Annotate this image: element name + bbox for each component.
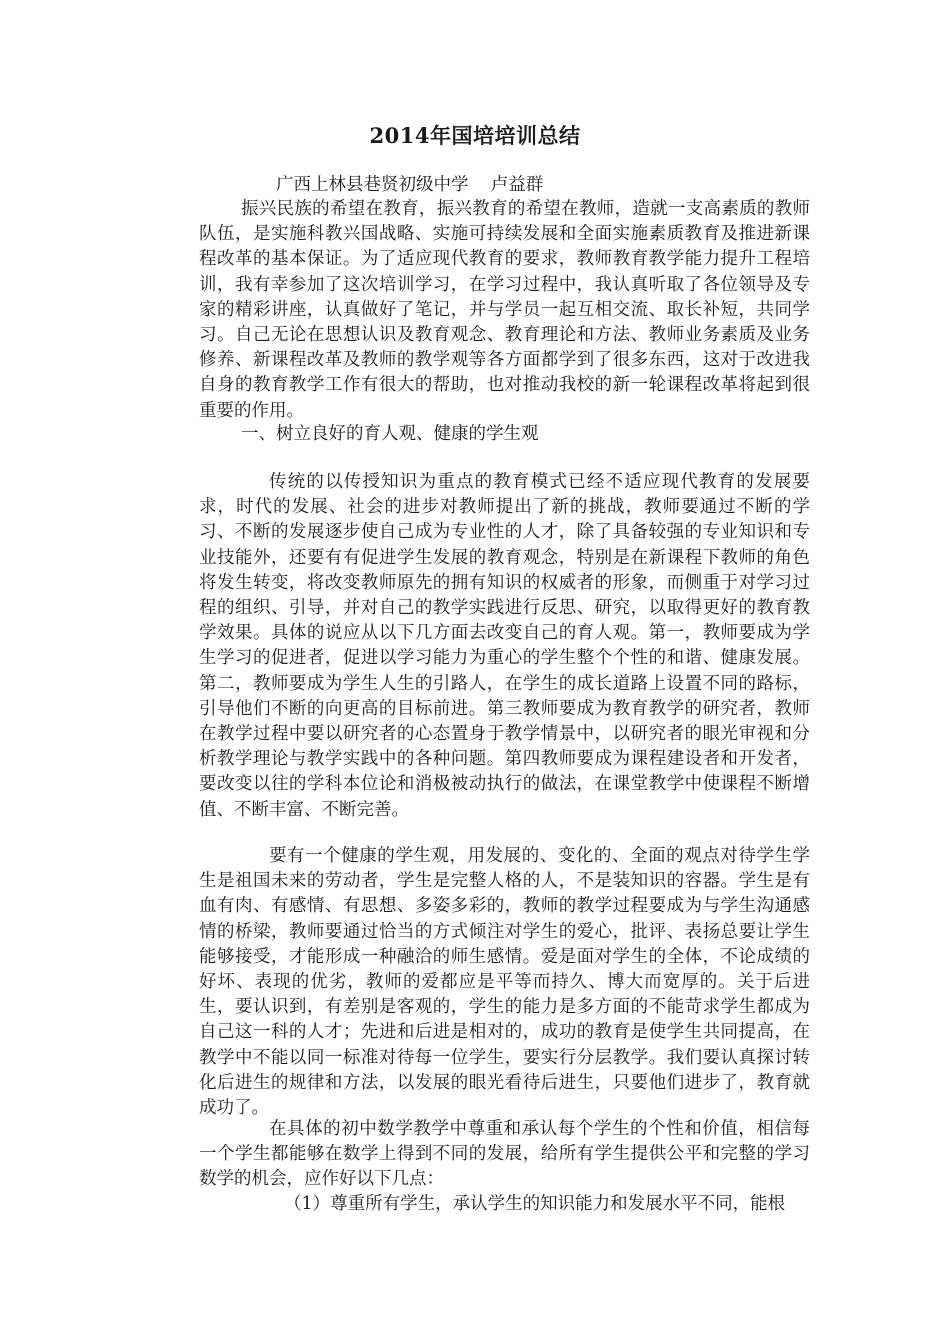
- document-title: 2014年国培培训总结: [369, 123, 581, 148]
- body-paragraph: 在具体的初中数学教学中尊重和承认每个学生的个性和价值，相信每一个学生都能够在数学上得到不同的发展，给所有学生提供公平和完整的学习数学的机会，应作好以下几点：: [199, 1119, 810, 1190]
- section-heading: 一、树立良好的育人观、健康的学生观: [241, 424, 539, 444]
- author-line: 广西上林县巷贤初级中学 卢益群: [276, 175, 544, 195]
- list-item: （1）尊重所有学生，承认学生的知识能力和发展水平不同，能根: [284, 1194, 786, 1214]
- intro-paragraph: 振兴民族的希望在教育，振兴教育的希望在教师，造就一支高素质的教师队伍，是实施科教兴国战略、实施可持续发展和全面实施素质教育及推进新课程改革的基本保证。为了适应现代教育的要求，教师教育教学能力提升工程培训，我有幸参加了这次培训学习，在学习过程中，我认真听取了各位领导及专家的精彩讲座，认真做好了笔记，并与学员一起互相交流、取长补短，共同学习。自己无论在思想认识及教育观念、教育理论和方法、教师业务素质及业务修养、新课程改革及教师的教学观等各方面都学到了很多东西，这对于改进我自身的教育教学工作有很大的帮助，也对推动我校的新一轮课程改革将起到很重要的作用。: [199, 199, 810, 421]
- body-paragraph: 传统的以传授知识为重点的教育模式已经不适应现代教育的发展要求，时代的发展、社会的进步对教师提出了新的挑战，教师要通过不断的学习、不断的发展逐步使自己成为专业性的人才，除了具备较强的专业知识和专业技能外，还要有有促进学生发展的教育观念，特别是在新课程下教师的角色将发生转变，将改变教师原先的拥有知识的权威者的形象，而侧重于对学习过程的组织、引导，并对自己的教学实践进行反思、研究，以取得更好的教育教学效果。具体的说应从以下几方面去改变自己的育人观。第一，教师要成为学生学习的促进者，促进以学习能力为重心的学生整个个性的和谐、健康发展。第二，教师要成为学生人生的引路人，在学生的成长道路上设置不同的路标，引导他们不断的向更高的目标前进。第三教师要成为教育教学的研究者，教师在教学过程中要以研究者的心态置身于教学情景中，以研究者的眼光审视和分析教学理论与教学实践中的各种问题。第四教师要成为课程建设者和开发者，要改变以往的学科本位论和消极被动执行的做法，在课堂教学中使课程不断增值、不断丰富、不断完善。: [199, 472, 810, 820]
- body-paragraph: 要有一个健康的学生观，用发展的、变化的、全面的观点对待学生学生是祖国未来的劳动者，学生是完整人格的人，不是装知识的容器。学生是有血有肉、有感情、有思想、多姿多彩的，教师的教学过程要成为与学生沟通感情的桥梁，教师要通过恰当的方式倾注对学生的爱心，批评、表扬总要让学生能够接受，才能形成一种融洽的师生感情。爱是面对学生的全体，不论成绩的好坏、表现的优劣，教师的爱都应是平等而持久、博大而宽厚的。关于后进生，要认识到，有差别是客观的，学生的能力是多方面的不能苛求学生都成为自己这一科的人才；先进和后进是相对的，成功的教育是使学生共同提高，在教学中不能以同一标准对待每一位学生，要实行分层教学。我们要认真探讨转化后进生的规律和方法，以发展的眼光看待后进生，只要他们进步了，教育就成功了。: [199, 846, 810, 1119]
